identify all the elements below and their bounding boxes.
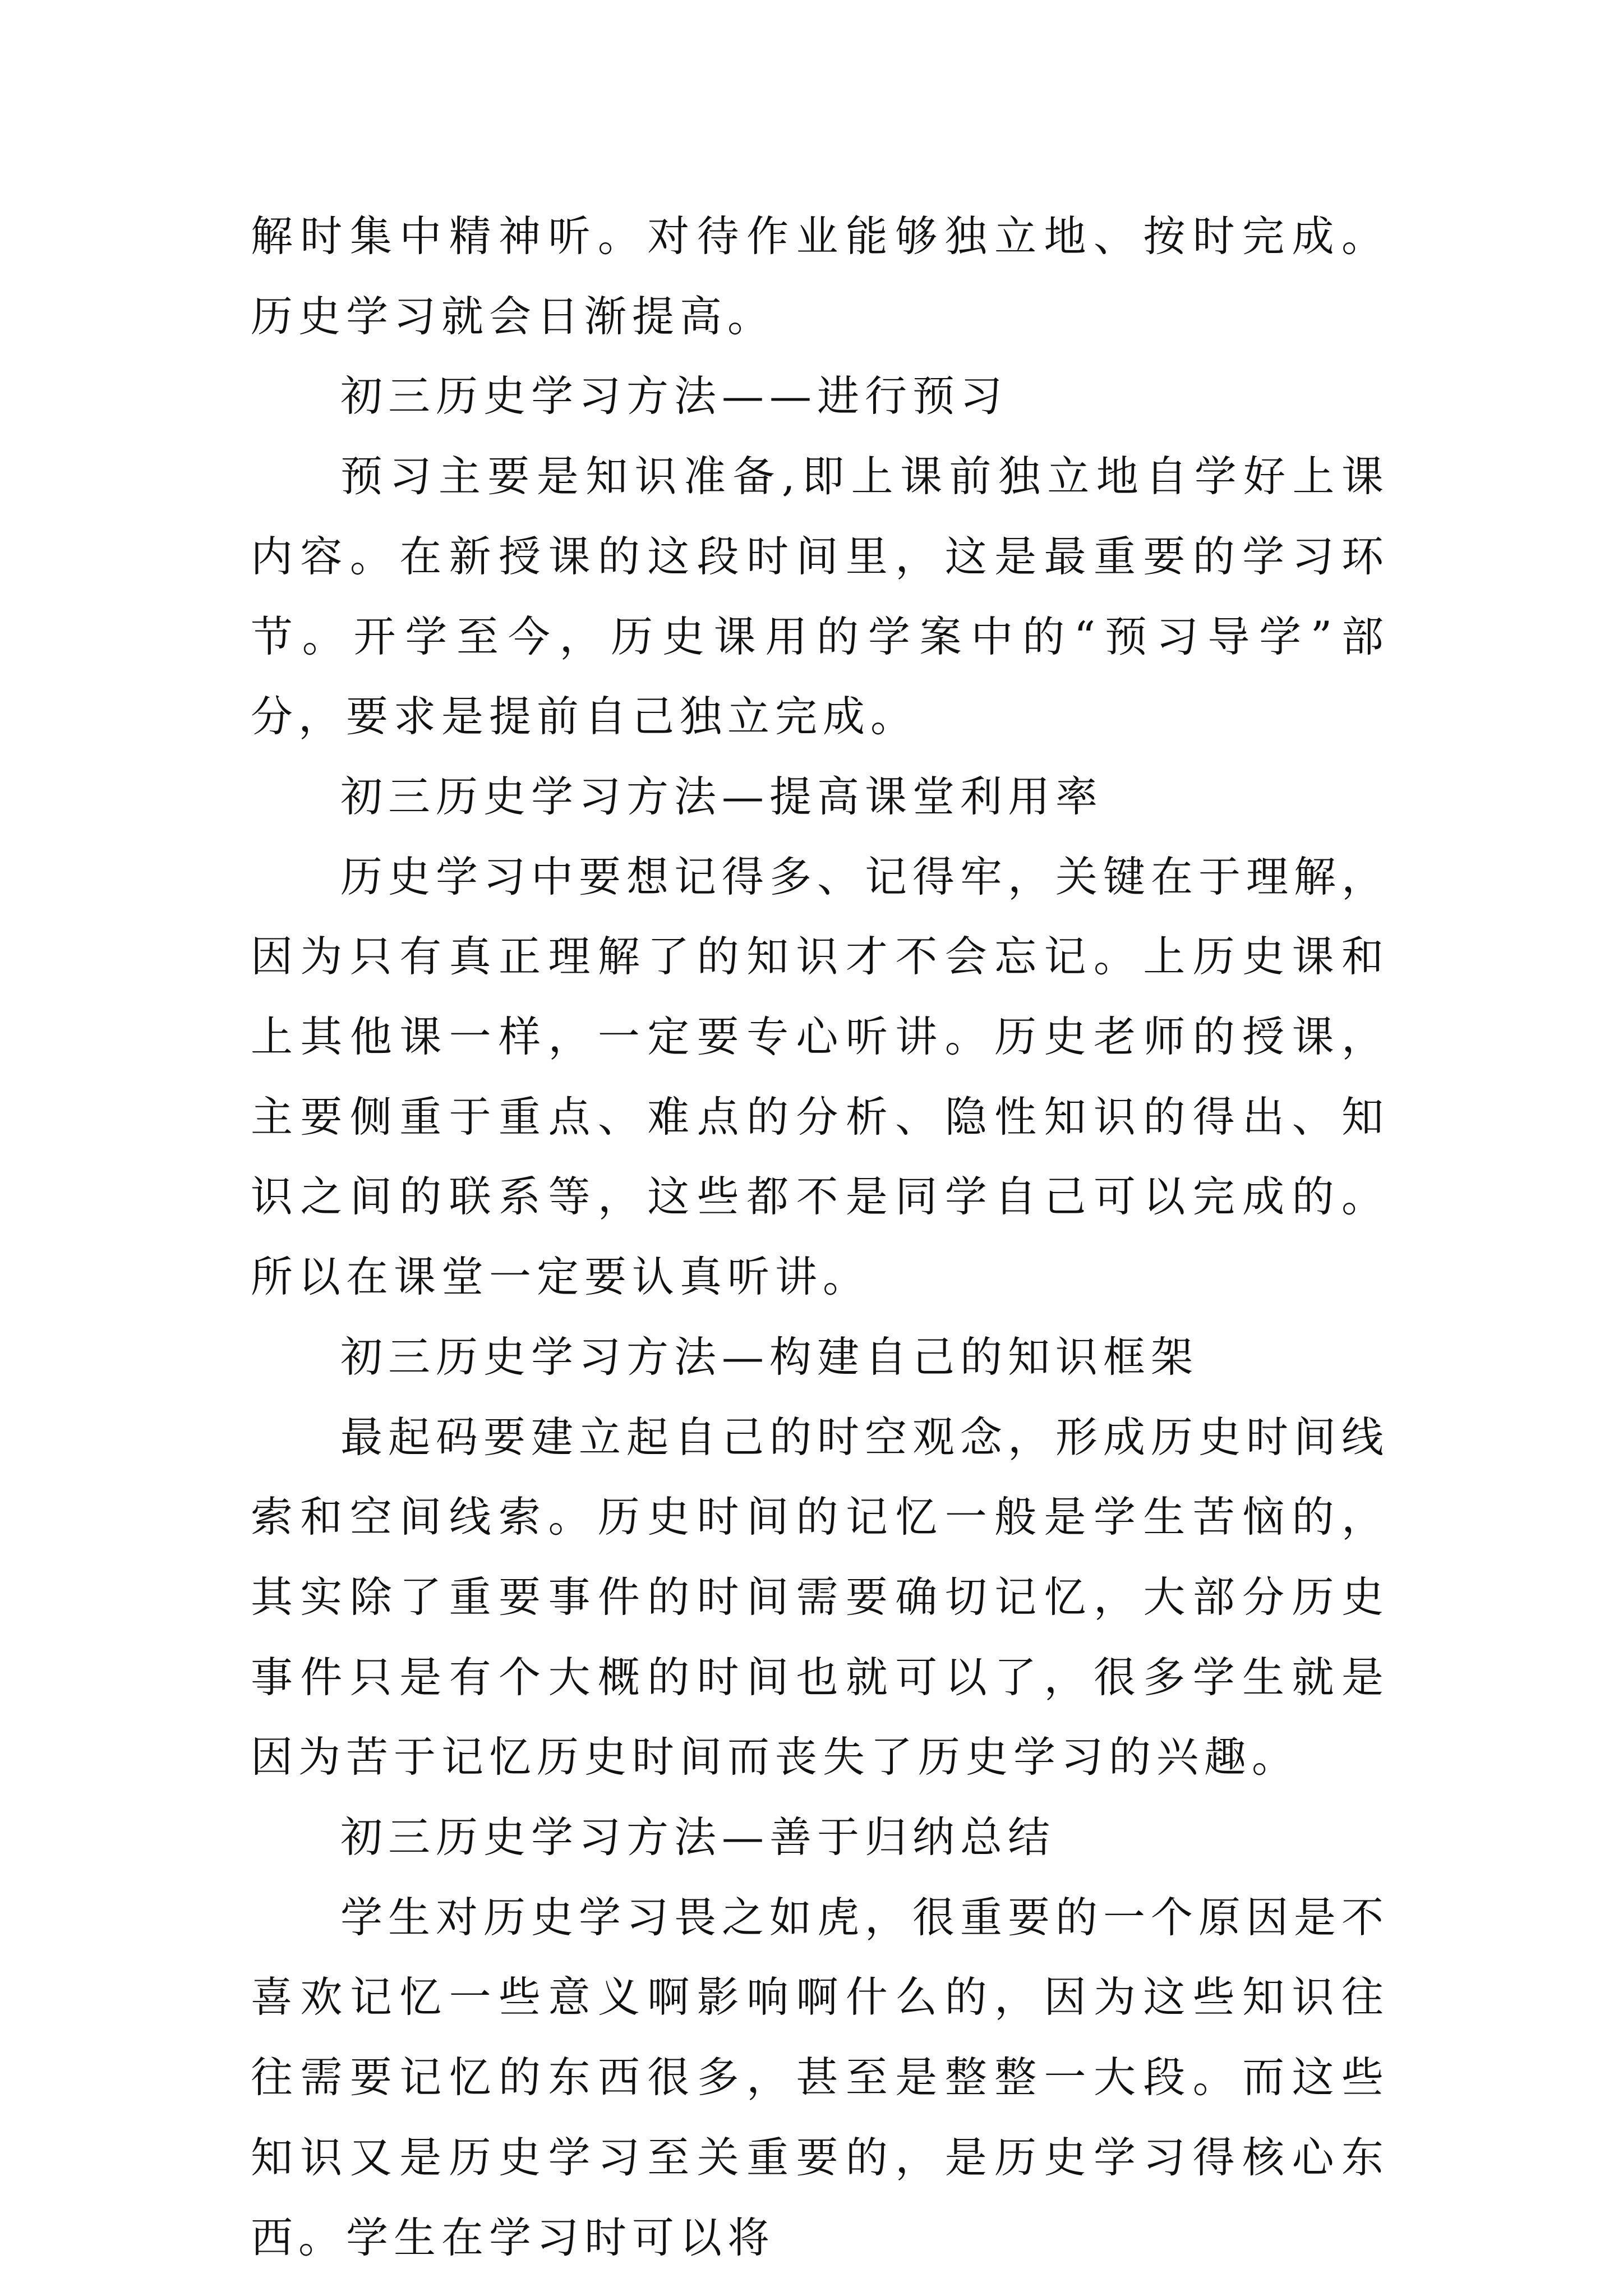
paragraph-preview: 预习主要是知识准备,即上课前独立地自学好上课内容。在新授课的这段时间里，这是最重要的学习环节。开学至今，历史课用的学案中的“预习导学”部分，要求是提前自己独立完成。	[251, 452, 1389, 742]
paragraph-framework: 最起码要建立起自己的时空观念，形成历史时间线索和空间线索。历史时间的记忆一般是学生苦恼的，其实除了重要事件的时间需要确切记忆，大部分历史事件只是有个大概的时间也就可以了，很多学生就是因为苦于记忆历史时间而丧失了历史学习的兴趣。	[251, 1412, 1390, 1782]
paragraph-classroom: 历史学习中要想记得多、记得牢，关键在于理解，因为只有真正理解了的知识才不会忘记。上历史课和上其他课一样，一定要专心听讲。历史老师的授课，主要侧重于重点、难点的分析、隐性知识的得出、知识之间的联系等，这些都不是同学自己可以完成的。所以在课堂一定要认真听讲。	[251, 852, 1390, 1302]
section-heading-framework: 初三历史学习方法—构建自己的知识框架	[340, 1332, 1199, 1382]
paragraph-summary: 学生对历史学习畏之如虎，很重要的一个原因是不喜欢记忆一些意义啊影响啊什么的，因为这些知识往往需要记忆的东西很多，甚至是整整一大段。而这些知识又是历史学习至关重要的，是历史学习得核心东西。学生在学习时可以将	[251, 1892, 1390, 2262]
document-body	[251, 196, 1389, 2277]
paragraph-continuation: 解时集中精神听。对待作业能够独立地、按时完成。历史学习就会日渐提高。	[251, 211, 1389, 341]
section-heading-summary: 初三历史学习方法—善于归纳总结	[340, 1812, 1056, 1862]
section-heading-preview: 初三历史学习方法——进行预习	[340, 371, 1008, 421]
section-heading-classroom: 初三历史学习方法—提高课堂利用率	[340, 771, 1104, 821]
